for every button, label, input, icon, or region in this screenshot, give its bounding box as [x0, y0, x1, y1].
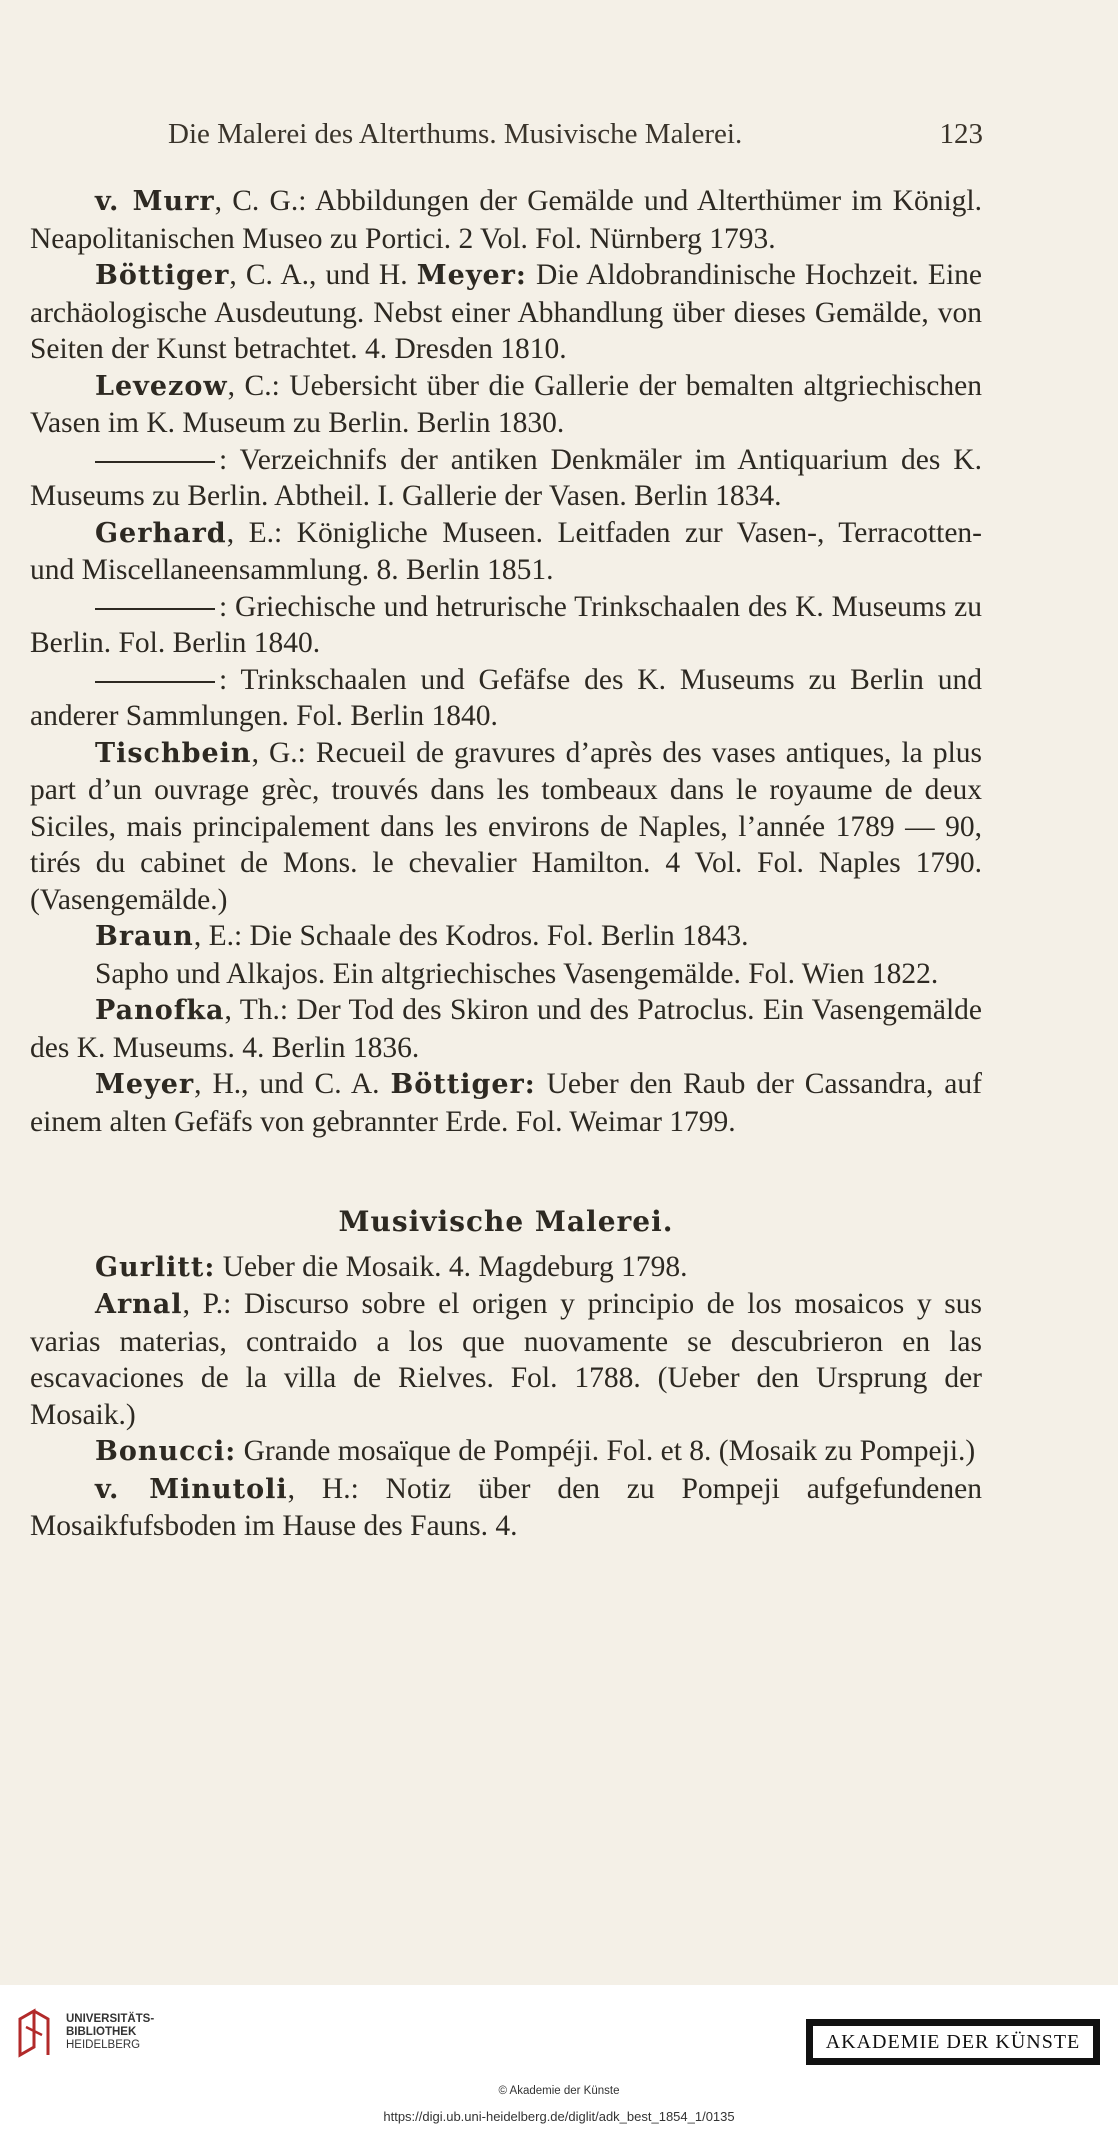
bib-entry: [30, 918, 982, 956]
entry-text: : Verzeichnifs der antiken Denkmäler im Antiquarium des K. Museums zu Berlin. Abtheil. I. Gallerie der Vasen. Berlin 1834.: [30, 443, 982, 512]
entry-text: , C. A., und H.: [229, 259, 417, 291]
entry-author: v. Minutoli: [95, 1473, 288, 1505]
entry-author: Gerhard: [95, 517, 227, 549]
entry-author: Bonucci:: [95, 1436, 237, 1467]
bib-entry: [30, 735, 982, 919]
ditto-dash: [95, 608, 215, 610]
bib-entry: [30, 183, 982, 257]
library-logo-icon: [12, 2005, 58, 2061]
bib-entry: [30, 1471, 982, 1545]
bib-entry: [30, 1066, 982, 1140]
running-header: [168, 118, 983, 151]
library-logo[interactable]: [12, 2005, 252, 2061]
entry-text: , C. G.: Abbildungen der Gemälde und Alterthümer im Königl. Neapolitanischen Museo zu Portici. 2 Vol. Fol. Nürnberg 1793.: [30, 185, 982, 255]
entry-text: , C.: Uebersicht über die Gallerie der bemalten altgriechischen Vasen im K. Museum zu Berlin. Berlin 1830.: [30, 369, 982, 439]
bib-entry: [30, 1249, 982, 1287]
entry-author: Panofka: [95, 995, 225, 1026]
entry-text: , Th.: Der Tod des Skiron und des Patroclus. Ein Vasengemälde des K. Museums. 4. Berlin 1836.: [30, 994, 982, 1064]
bib-entry: [30, 662, 982, 735]
entry-author: v. Murr: [95, 186, 215, 217]
entry-text: , H., und C. A.: [194, 1068, 391, 1100]
bib-entry: [30, 515, 982, 589]
entry-text-2: Ueber den Raub der Cassandra, auf einem alten Gefäfs von gebrannter Erde. Fol. Weimar 1799.: [30, 1068, 982, 1138]
entry-author: Böttiger: [95, 260, 230, 291]
page-number: 123: [939, 118, 983, 150]
entry-author: Gurlitt:: [95, 1251, 216, 1283]
entry-text: , E.: Königliche Museen. Leitfaden zur Vasen-, Terracotten- und Miscellaneensammlung. 8. Berlin 1851.: [30, 516, 982, 586]
bib-entry: [30, 442, 982, 515]
running-title: Die Malerei des Alterthums. Musivische Malerei.: [168, 118, 743, 150]
entry-text: Ueber die Mosaik. 4. Magdeburg 1798.: [215, 1250, 688, 1283]
permalink-url[interactable]: https://digi.ub.uni-heidelberg.de/diglit/adk_best_1854_1/0135: [383, 2109, 735, 2124]
entry-text: : Trinkschaalen und Gefäfse des K. Museums zu Berlin und anderer Sammlungen. Fol. Berlin 1840.: [30, 663, 982, 732]
entry-author-2: Meyer:: [416, 260, 527, 291]
entry-text: , H.: Notiz über den zu Pompeji aufgefundenen Mosaikfufsboden im Hause des Fauns. 4.: [30, 1472, 982, 1542]
entry-text-2: Die Aldobrandinische Hochzeit. Eine archäologische Ausdeutung. Nebst einer Abhandlung über dieses Gemälde, von Seiten der Kunst betrachtet. 4. Dresden 1810.: [30, 259, 982, 365]
entry-text: Grande mosaïque de Pompéji. Fol. et 8. (Mosaik zu Pompeji.): [236, 1435, 976, 1467]
bib-entry: [30, 589, 982, 662]
bib-entry: [30, 1433, 982, 1471]
entry-text: Sapho und Alkajos. Ein altgriechisches Vasengemälde. Fol. Wien 1822.: [95, 957, 939, 990]
bibliography-text: [30, 183, 982, 1545]
library-name: UNIVERSITÄTS- BIBLIOTHEK HEIDELBERG: [66, 2013, 155, 2051]
bib-entry: [30, 257, 982, 368]
entry-text: , G.: Recueil de gravures d’après des vases antiques, la plus part d’un ouvrage grèc, trouvés dans les tombeaux dans le royaume de deux Siciles, mais principalement dans les environs de Naples, l’année 1789 — 90, tirés du cabinet de Mons. le chevalier Hamilton. 4 Vol. Fol. Naples 1790. (Vasengemälde.): [30, 736, 982, 916]
bib-entry: [30, 368, 982, 442]
entry-text: , E.: Die Schaale des Kodros. Fol. Berlin 1843.: [193, 920, 749, 952]
entry-text: : Griechische und hetrurische Trinkschaalen des K. Museums zu Berlin. Fol. Berlin 1840.: [30, 590, 982, 659]
bib-entry: [30, 956, 982, 993]
entry-author: Arnal: [95, 1289, 183, 1320]
ditto-dash: [95, 461, 215, 463]
bib-entry: [30, 1286, 982, 1433]
entry-author: Tischbein: [95, 737, 252, 769]
academy-logo[interactable]: [806, 2019, 1100, 2065]
entry-author: Meyer: [95, 1069, 195, 1100]
entry-author: Levezow: [95, 370, 228, 402]
entry-text: , P.: Discurso sobre el origen y principio de los mosaicos y sus varias materias, contraido a los que nuovamente se descubrieron en las escavaciones de la villa de Rielves. Fol. 1788. (Ueber den Ursprung der Mosaik.): [30, 1288, 982, 1431]
ditto-dash: [95, 681, 215, 683]
entry-author: Braun: [95, 921, 194, 952]
academy-name: AKADEMIE DER KÜNSTE: [813, 2026, 1093, 2058]
copyright-notice: © Akademie der Künste: [498, 2085, 620, 2097]
section-heading: Musivische Malerei.: [338, 1205, 674, 1238]
bib-entry: [30, 992, 982, 1066]
entry-author-2: Böttiger:: [390, 1069, 536, 1100]
